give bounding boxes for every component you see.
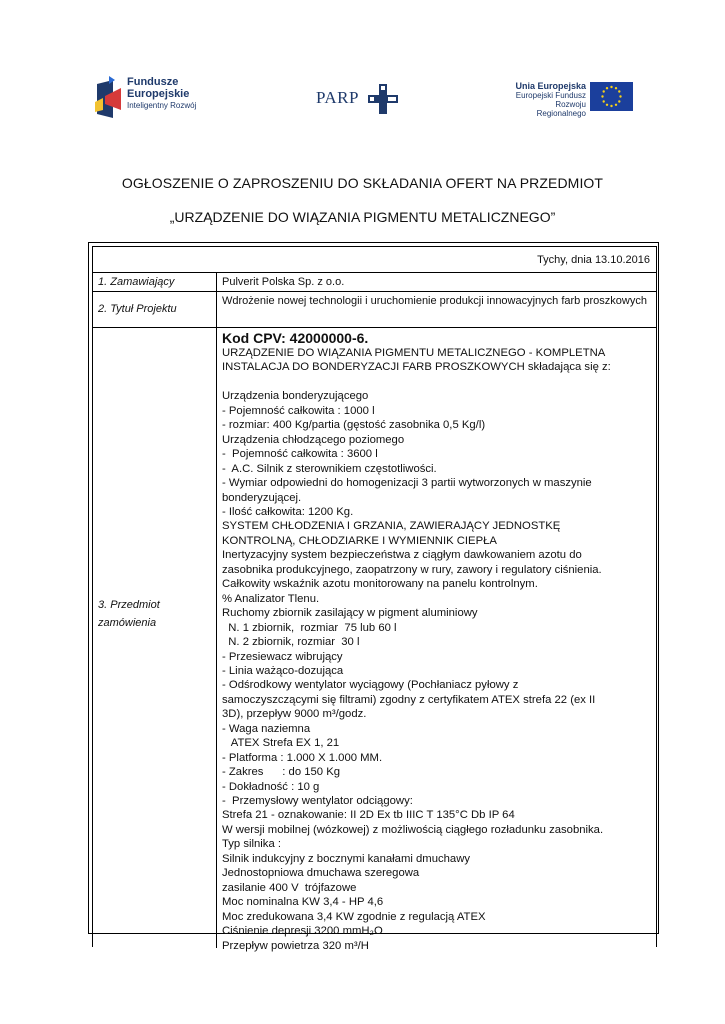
eu-flag-icon — [590, 82, 633, 111]
description-line: URZĄDZENIE DO WIĄZANIA PIGMENTU METALICZNEGO - KOMPLETNA — [222, 347, 606, 359]
description-line: - Wymiar odpowiedni do homogenizacji 3 partii wytworzonych w maszynie — [222, 477, 592, 490]
description-line: ATEX Strefa EX 1, 21 — [222, 737, 340, 750]
description-line: - Linia ważąco-dozująca — [222, 664, 344, 677]
description-line: - Zakres : do 150 Kg — [222, 766, 341, 779]
description-line: W wersji mobilnej (wózkowej) z możliwością ciągłego rozładunku zasobnika. — [222, 823, 604, 836]
fundusze-europejskie-logo — [93, 74, 213, 124]
table-cell-label — [93, 328, 217, 948]
description-line: N. 1 zbiornik, rozmiar 75 lub 60 l — [222, 621, 397, 634]
description-line: Strefa 21 - oznakowanie: II 2D Ex tb IIIC T 135°C Db IP 64 — [222, 809, 515, 822]
description-line: Moc zredukowana 3,4 KW zgodnie z regulacją ATEX — [222, 910, 486, 923]
description-line: - Pojemność całkowita : 1000 l — [222, 404, 375, 417]
description-line: - A.C. Silnik z sterownikiem częstotliwości. — [222, 462, 437, 475]
ordering-party-value: Pulverit Polska Sp. z o.o. — [222, 276, 345, 288]
details-table — [92, 246, 657, 952]
fe-star-icon — [93, 74, 127, 124]
description-line: SYSTEM CHŁODZENIA I GRZANIA, ZAWIERAJĄCY JEDNOSTKĘ — [222, 520, 561, 533]
description-line — [222, 375, 652, 389]
description-line: bonderyzującej. — [222, 491, 302, 504]
description-line: 3D), przepływ 9000 m³/godz. — [222, 708, 367, 721]
description-line: samoczyszczącymi się filtrami) zgodny z certyfikatem ATEX strefa 22 (ex II — [222, 693, 596, 706]
description-line: Całkowity wskaźnik azotu monitorowany na panelu kontrolnym. — [222, 578, 538, 591]
project-title-value: Wdrożenie nowej technologii i uruchomienie produkcji innowacyjnych farb proszkowych — [222, 295, 647, 307]
table-row — [93, 328, 656, 952]
description-line: - Przesiewacz wibrujący — [222, 650, 343, 663]
logo-bar — [0, 70, 725, 130]
description-line: - Pojemność całkowita : 3600 l — [222, 448, 378, 461]
document-frame — [88, 242, 659, 952]
fe-logo-text: Fundusze Europejskie Inteligentny Rozwój — [127, 76, 197, 110]
description-line: KONTROLNĄ, CHŁODZIARKE I WYMIENNIK CIEPŁA — [222, 534, 497, 547]
row-label-project-title: 2. Tytuł Projektu — [98, 303, 177, 315]
description-line: - Dokładność : 10 g — [222, 780, 320, 793]
table-cell-label — [93, 273, 217, 291]
description-line: Ciśnienie depresji 3200 mmH₂O — [222, 925, 383, 938]
description-line: N. 2 zbiornik, rozmiar 30 l — [222, 636, 360, 649]
description-line: zasobnika produkcyjnego, zaopatrzony w rury, zawory i regulatory ciśnienia. — [222, 563, 602, 576]
date-row — [93, 247, 656, 273]
description-line: % Analizator Tlenu. — [222, 592, 320, 605]
description-line: zasilanie 400 V trójfazowe — [222, 881, 357, 894]
title-line-2: „URZĄDZENIE DO WIĄZANIA PIGMENTU METALICZNEGO” — [169, 209, 556, 225]
description-line: - Odśrodkowy wentylator wyciągowy (Pochłaniacz pyłowy z — [222, 679, 519, 692]
description-line: - rozmiar: 400 Kg/partia (gęstość zasobnika 0,5 Kg/l) — [222, 419, 486, 432]
table-cell-label — [93, 292, 217, 327]
description-line: - Platforma : 1.000 X 1.000 MM. — [222, 751, 383, 764]
description-line: Urządzenia bonderyzującego — [222, 390, 369, 403]
parp-logo-text: PARP — [316, 88, 359, 107]
unia-europejska-logo — [510, 80, 640, 120]
subject-description — [222, 346, 652, 953]
description-line: - Waga naziemna — [222, 722, 311, 735]
description-line: Inertyzacyjny system bezpieczeństwa z ciągłym dawkowaniem azotu do — [222, 549, 582, 562]
description-line: Przepływ powietrza 320 m³/H — [222, 939, 369, 952]
description-line: INSTALACJA DO BONDERYZACJI FARB PROSZKOWYCH składająca się z: — [222, 361, 611, 374]
description-line: Jednostopniowa dmuchawa szeregowa — [222, 867, 420, 880]
row-label-ordering-party: 1. Zamawiający — [98, 276, 175, 288]
document-date: Tychy, dnia 13.10.2016 — [537, 254, 650, 266]
parp-logo — [316, 84, 406, 116]
title-line-1: OGŁOSZENIE O ZAPROSZENIU DO SKŁADANIA OFERT NA PRZEDMIOT — [121, 175, 604, 191]
description-line: - Ilość całkowita: 1200 Kg. — [222, 505, 354, 518]
description-line: - Przemysłowy wentylator odciągowy: — [222, 795, 413, 808]
table-row — [93, 292, 656, 328]
parp-mark-icon — [368, 84, 398, 114]
cpv-code: Kod CPV: 42000000-6. — [222, 330, 369, 346]
description-line: Urządzenia chłodzącego poziomego — [222, 433, 405, 446]
description-line: Silnik indukcyjny z bocznymi kanałami dmuchawy — [222, 852, 471, 865]
description-line: Typ silnika : — [222, 838, 282, 851]
table-row — [93, 273, 656, 292]
description-line: Ruchomy zbiornik zasilający w pigment aluminiowy — [222, 607, 478, 620]
row-label-subject: 3. Przedmiot zamówienia — [98, 599, 160, 629]
description-line: Moc nominalna KW 3,4 - HP 4,6 — [222, 896, 384, 909]
ue-logo-text: Unia Europejska Europejski Fundusz Rozwoju Regionalnego — [515, 81, 586, 118]
